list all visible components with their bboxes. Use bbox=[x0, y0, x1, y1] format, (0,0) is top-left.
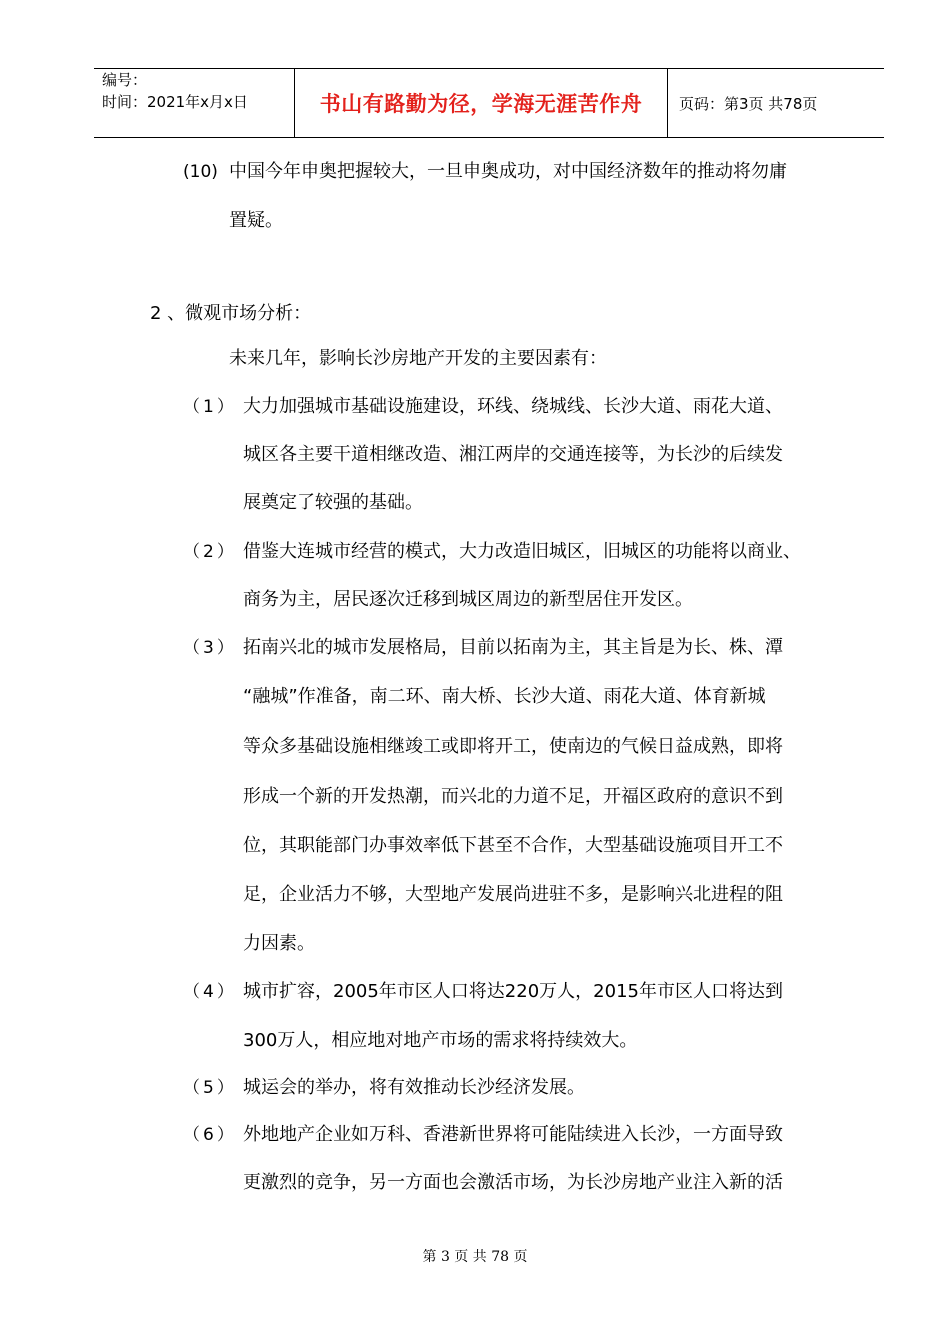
header-motto-cell bbox=[294, 69, 668, 137]
paragraph-line: 300万人，相应地对地产市场的需求将持续效大。 bbox=[243, 1030, 638, 1051]
paragraph-line: 大力加强城市基础设施建设，环线、绕城线、长沙大道、雨花大道、 bbox=[243, 396, 783, 417]
paragraph-line: 借鉴大连城市经营的模式，大力改造旧城区，旧城区的功能将以商业、 bbox=[243, 541, 801, 562]
paragraph-line: 形成一个新的开发热潮，而兴北的力道不足，开福区政府的意识不到 bbox=[243, 786, 783, 807]
paragraph-line: 拓南兴北的城市发展格局，目前以拓南为主，其主旨是为长、株、潭 bbox=[243, 637, 783, 658]
paragraph-line: “融城”作准备，南二环、南大桥、长沙大道、雨花大道、体育新城 bbox=[243, 686, 766, 707]
paragraph-line: 力因素。 bbox=[243, 933, 315, 954]
paragraph-line: 外地地产企业如万科、香港新世界将可能陆续进入长沙，一方面导致 bbox=[243, 1124, 783, 1145]
paragraph-line: 置疑。 bbox=[229, 210, 283, 231]
paragraph-line: 更激烈的竞争，另一方面也会激活市场，为长沙房地产业注入新的活 bbox=[243, 1172, 783, 1193]
paragraph-line: 城运会的举办，将有效推动长沙经济发展。 bbox=[243, 1077, 585, 1098]
item-number: （6） bbox=[183, 1125, 237, 1145]
header-page-cell bbox=[667, 69, 884, 137]
paragraph-line: 位，其职能部门办事效率低下甚至不合作，大型基础设施项目开工不 bbox=[243, 835, 783, 856]
paragraph-line: 城区各主要干道相继改造、湘江两岸的交通连接等，为长沙的后续发 bbox=[243, 444, 783, 465]
item-number: （2） bbox=[183, 542, 237, 562]
header-meta bbox=[94, 69, 294, 137]
paragraph-line: 城市扩容，2005年市区人口将达220万人，2015年市区人口将达到 bbox=[243, 981, 783, 1002]
paragraph-line: 中国今年申奥把握较大，一旦申奥成功，对中国经济数年的推动将勿庸 bbox=[229, 161, 787, 182]
item-number: （1） bbox=[183, 397, 237, 417]
item-number: （3） bbox=[183, 638, 237, 658]
code-label: 编号： bbox=[102, 71, 148, 89]
page-footer: 第 3 页 共 78 页 bbox=[422, 1249, 528, 1265]
paragraph-line: 展奠定了较强的基础。 bbox=[243, 492, 423, 513]
page-info: 页码：第3页 共78页 bbox=[679, 94, 818, 113]
page-header bbox=[94, 68, 884, 138]
item-number: (10) bbox=[183, 162, 218, 182]
item-number: （5） bbox=[183, 1078, 237, 1098]
item-number: （4） bbox=[183, 982, 237, 1002]
section-heading: 2 、微观市场分析： bbox=[150, 303, 312, 324]
intro-text: 未来几年，影响长沙房地产开发的主要因素有： bbox=[229, 348, 607, 369]
paragraph-line: 足，企业活力不够，大型地产发展尚进驻不多，是影响兴北进程的阻 bbox=[243, 884, 783, 905]
motto: 书山有路勤为径，学海无涯苦作舟 bbox=[319, 92, 643, 116]
paragraph-line: 等众多基础设施相继竣工或即将开工，使南边的气候日益成熟，即将 bbox=[243, 736, 783, 757]
time-label: 时间：2021年x月x日 bbox=[102, 93, 248, 111]
paragraph-line: 商务为主，居民逐次迁移到城区周边的新型居住开发区。 bbox=[243, 589, 693, 610]
